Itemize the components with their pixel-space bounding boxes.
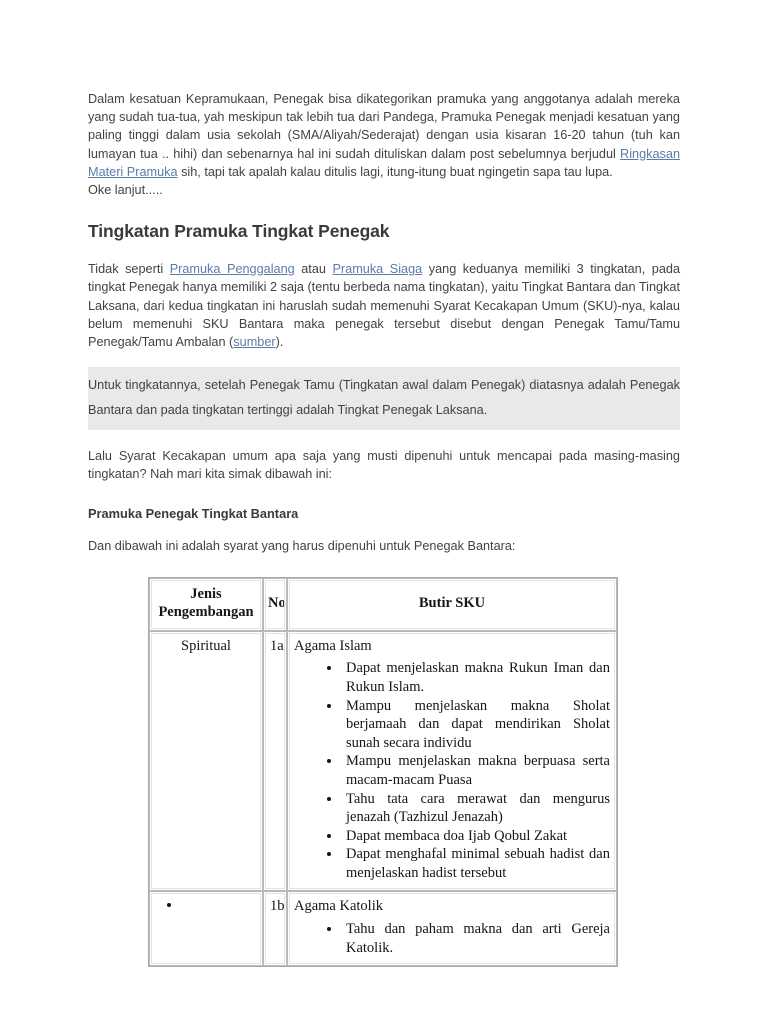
intro-text-before-link: Dalam kesatuan Kepramukaan, Penegak bisa dikategorikan pramuka yang anggotanya adalah mereka yang sudah tua-tua, yah meskipun tak lebih tua dari Pandega, Pramuka Penegak menjadi kesatuan yang paling tinggi dalam usia sekolah (SMA/Aliyah/Sederajat) dengan usia kisaran 16-20 tahun (tuh kan lumayan tua .. hihi) dan sebenarnya hal ini sudah dituliskan dalam post sebelumnya berjudul bbox=[88, 92, 680, 161]
lalu-syarat-paragraph: Lalu Syarat Kecakapan umum apa saja yang musti dipenuhi untuk mencapai pada masing-masing tingkatan? Nah mari kita simak dibawah ini: bbox=[88, 449, 680, 482]
tidak-seperti-part2: atau bbox=[294, 262, 333, 277]
cell-no-1b: 1b bbox=[263, 891, 287, 966]
link-sumber[interactable]: sumber bbox=[233, 335, 276, 350]
column-header-no: No bbox=[263, 578, 287, 631]
highlight-text: Untuk tingkatannya, setelah Penegak Tamu (Tingkatan awal dalam Penegak) diatasnya adalah Penegak Bantara dan pada tingkatan tertinggi adalah Tingkat Penegak Laksana. bbox=[88, 378, 680, 418]
oke-lanjut-text: Oke lanjut..... bbox=[88, 183, 163, 198]
cell-jenis-empty-bullet bbox=[149, 891, 263, 966]
link-pramuka-siaga[interactable]: Pramuka Siaga bbox=[332, 262, 423, 277]
link-ringkasan-materi-pramuka[interactable]: Ringkasan Materi Pramuka bbox=[88, 146, 680, 179]
intro-paragraph bbox=[88, 90, 680, 181]
list-item: • Dapat membaca doa Ijab Qobul Zakat bbox=[342, 827, 610, 846]
cell-jenis-spiritual: Spiritual bbox=[149, 631, 263, 892]
tidak-seperti-paragraph bbox=[88, 260, 680, 351]
table-head bbox=[149, 578, 617, 631]
list-item: • Tahu dan paham makna dan arti Gereja Katolik. bbox=[342, 920, 610, 957]
table-row bbox=[149, 631, 617, 892]
sku-item-list bbox=[294, 659, 610, 882]
cell-title-agama-katolik: Agama Katolik bbox=[294, 898, 383, 915]
cell-no-1a: 1a bbox=[263, 631, 287, 892]
cell-butir-sku-katolik bbox=[287, 891, 617, 966]
tidak-seperti-part1: Tidak seperti bbox=[88, 262, 170, 277]
highlighted-callout bbox=[88, 367, 680, 430]
sku-table bbox=[148, 577, 618, 967]
column-header-butir-sku: Butir SKU bbox=[287, 578, 617, 631]
sku-item-list bbox=[294, 920, 610, 957]
cell-butir-sku-islam bbox=[287, 631, 617, 892]
tidak-seperti-part3: yang keduanya memiliki 3 tingkatan, pada tingkat Penegak hanya memiliki 2 saja (tentu berbeda nama tingkatan), yaitu Tingkat Bantara dan Tingkat Laksana, dari kedua tingkatan ini haruslah sudah memenuhi Syarat Kecakapan Umum (SKU)-nya, kalau belum memenuhi SKU Bantara maka penegak tersebut disebut dengan Penegak Tamu/Tamu Penegak/Tamu Ambalan ( bbox=[88, 262, 681, 350]
cell-title-agama-islam: Agama Islam bbox=[294, 637, 372, 654]
list-item: • Tahu tata cara merawat dan mengurus jenazah (Tazhizul Jenazah) bbox=[342, 790, 610, 827]
table-body bbox=[149, 631, 617, 966]
subheading-bantara: Pramuka Penegak Tingkat Bantara bbox=[88, 505, 299, 521]
list-item: • Mampu menjelaskan makna Sholat berjamaah dan dapat mendirikan Sholat sunah secara individu bbox=[342, 697, 610, 753]
table-row bbox=[149, 891, 617, 966]
list-item: • Dapat menghafal minimal sebuah hadist dan menjelaskan hadist tersebut bbox=[342, 845, 610, 882]
column-header-jenis-pengembangan: Jenis Pengembangan bbox=[149, 578, 263, 631]
jenis-bullet-list bbox=[156, 897, 256, 913]
intro-text-after-link: sih, tapi tak apalah kalau ditulis lagi, itung-itung buat ngingetin sapa tau lupa. bbox=[177, 164, 613, 179]
table-header-row bbox=[149, 578, 617, 631]
table-intro-text: Dan dibawah ini adalah syarat yang harus dipenuhi untuk Penegak Bantara: bbox=[88, 538, 516, 553]
list-item: • Mampu menjelaskan makna berpuasa serta macam-macam Puasa bbox=[342, 752, 610, 789]
page-title: Tingkatan Pramuka Tingkat Penegak bbox=[88, 221, 390, 242]
tidak-seperti-part4: ). bbox=[275, 335, 284, 350]
list-item bbox=[182, 897, 256, 913]
link-pramuka-penggalang[interactable]: Pramuka Penggalang bbox=[169, 262, 295, 277]
list-item: • Dapat menjelaskan makna Rukun Iman dan Rukun Islam. bbox=[342, 659, 610, 696]
